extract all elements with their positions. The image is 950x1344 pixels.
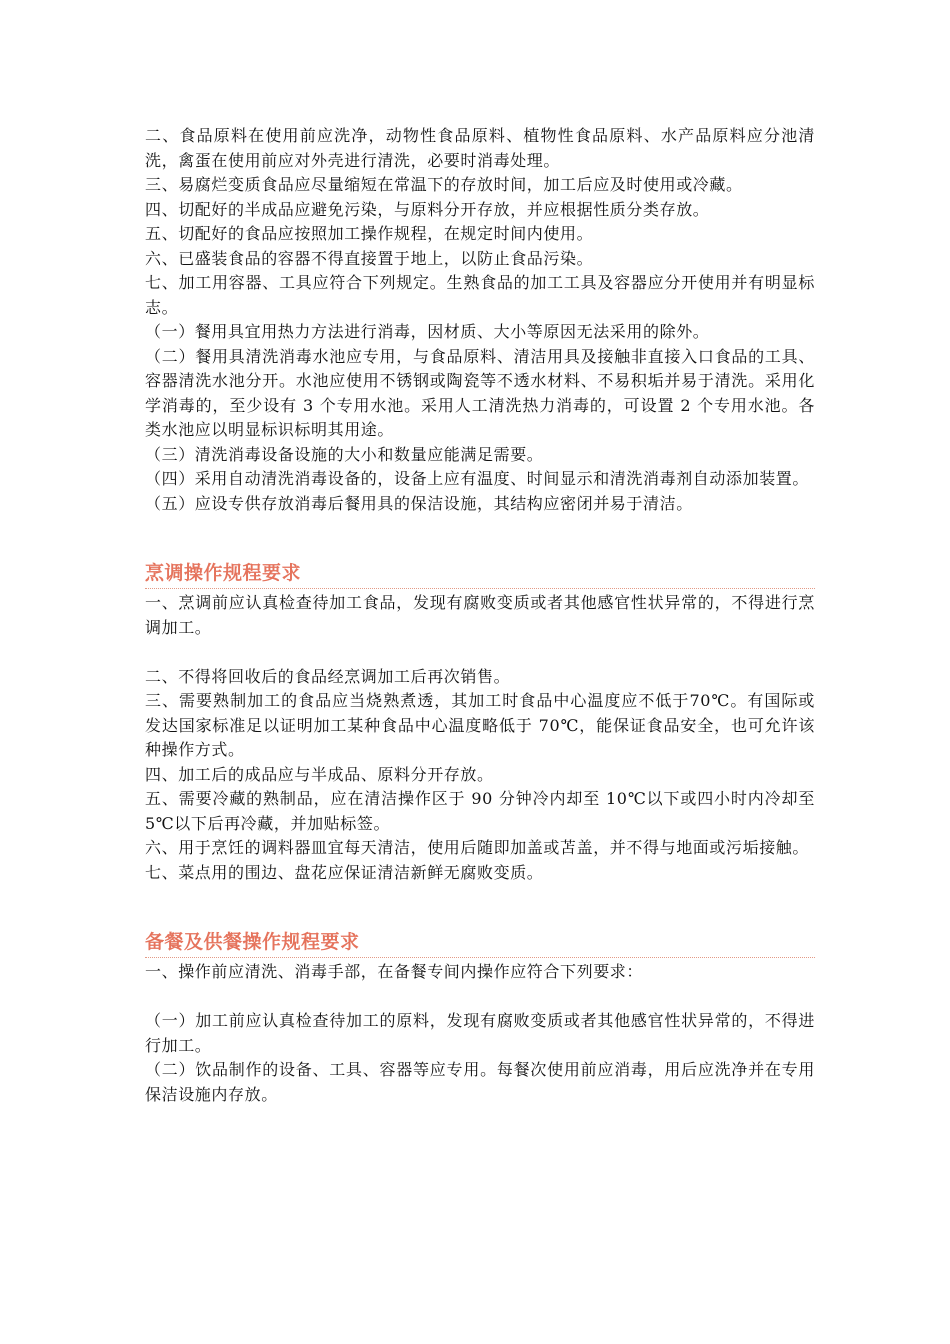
paragraph: 六、用于烹饪的调料器皿宜每天清洁，使用后随即加盖或苫盖，并不得与地面或污垢接触。 (145, 838, 810, 857)
section-body (145, 958, 815, 1107)
paragraph: 七、菜点用的围边、盘花应保证清洁新鲜无腐败变质。 (145, 862, 544, 882)
paragraph: （二）餐用具清洗消毒水池应专用，与食品原料、清洁用具及接触非直接入口食品的工具、容器清洗水池分开。水池应使用不锈钢或陶瓷等不透水材料、不易积垢并易于清洗。采用化学消毒的，至少设有 3 个专用水池。采用人工清洗热力消毒的，可设置 2 个专用水池。各类水池应以明显标识标明其用途。 (145, 346, 815, 439)
paragraph: 一、操作前应清洗、消毒手部，在备餐专间内操作应符合下列要求： (145, 962, 644, 981)
serving-section (145, 929, 815, 1107)
paragraph: 三、需要熟制加工的食品应当烧熟煮透，其加工时食品中心温度应不低于70℃。有国际或发达国家标准足以证明加工某种食品中心温度略低于 70℃，能保证食品安全，也可允许该种操作方式。 (145, 691, 815, 759)
paragraph: （四）采用自动清洗消毒设备的，设备上应有温度、时间显示和清洗消毒剂自动添加装置。 (145, 469, 810, 488)
paragraph: （二）饮品制作的设备、工具、容器等应专用。每餐次使用前应消毒，用后应洗净并在专用保洁设施内存放。 (145, 1060, 815, 1104)
paragraph: （一）餐用具宜用热力方法进行消毒，因材质、大小等原因无法采用的除外。 (145, 322, 710, 341)
document-page (145, 124, 815, 1107)
paragraph: 四、切配好的半成品应避免污染，与原料分开存放，并应根据性质分类存放。 (145, 199, 710, 219)
cooking-section (145, 560, 815, 885)
paragraph: 三、易腐烂变质食品应尽量缩短在常温下的存放时间，加工后应及时使用或冷藏。 (145, 175, 743, 194)
section-title-serving: 备餐及供餐操作规程要求 (145, 929, 815, 958)
section-title-cooking: 烹调操作规程要求 (145, 560, 815, 589)
paragraph: 七、加工用容器、工具应符合下列规定。生熟食品的加工工具及容器应分开使用并有明显标志。 (145, 273, 815, 317)
paragraph: （三）清洗消毒设备设施的大小和数量应能满足需要。 (145, 444, 544, 464)
paragraph: 五、需要冷藏的熟制品，应在清洁操作区于 90 分钟冷内却至 10℃以下或四小时内冷却至 5℃以下后再冷藏，并加贴标签。 (145, 789, 815, 833)
paragraph: 二、食品原料在使用前应洗净，动物性食品原料、植物性食品原料、水产品原料应分池清洗，禽蛋在使用前应对外壳进行清洗，必要时消毒处理。 (145, 126, 815, 170)
paragraph: 二、不得将回收后的食品经烹调加工后再次销售。 (145, 666, 511, 686)
section-body (145, 589, 815, 885)
blank-line (145, 985, 815, 1010)
paragraph: 四、加工后的成品应与半成品、原料分开存放。 (145, 764, 494, 784)
paragraph: 一、烹调前应认真检查待加工食品，发现有腐败变质或者其他感官性状异常的，不得进行烹调加工。 (145, 593, 815, 637)
paragraph: （一）加工前应认真检查待加工的原料，发现有腐败变质或者其他感官性状异常的，不得进行加工。 (145, 1011, 815, 1055)
paragraph: 五、切配好的食品应按照加工操作规程，在规定时间内使用。 (145, 224, 594, 243)
blank-line (145, 640, 815, 665)
paragraph: 六、已盛装食品的容器不得直接置于地上，以防止食品污染。 (145, 248, 594, 268)
intro-section (145, 124, 815, 516)
paragraph: （五）应设专供存放消毒后餐用具的保洁设施，其结构应密闭并易于清洁。 (145, 493, 693, 513)
